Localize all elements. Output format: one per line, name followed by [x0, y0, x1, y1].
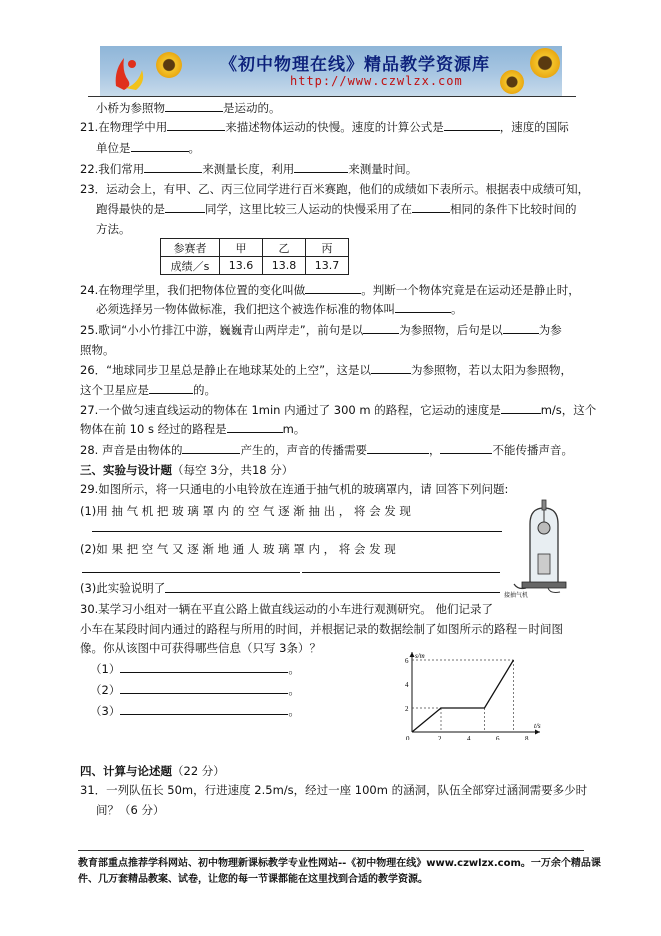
text: 来描述物体运动的快慢。速度的计算公式是	[225, 120, 444, 134]
question-21-cont	[96, 139, 200, 157]
text: 不能传播声音。	[492, 443, 573, 457]
y-tick-label: 2	[405, 705, 409, 713]
y-axis-label: s/m	[415, 652, 425, 660]
answer-blank[interactable]	[503, 321, 539, 334]
site-logo-icon	[110, 50, 148, 92]
text: 。	[451, 302, 463, 316]
answer-option-3	[90, 702, 300, 720]
section-4-heading	[80, 762, 225, 780]
question-25-cont: 照物。	[80, 343, 115, 357]
answer-blank[interactable]	[363, 321, 399, 334]
table-header-cell: 参赛者	[161, 239, 220, 257]
question-31: 31．一列队伍长 50m，行进速度 2.5m/s，经过一座 100m 的涵洞，队伍全部穿过涵洞需要多少时	[80, 783, 588, 797]
text: 28. 声音是由物体的	[80, 443, 183, 457]
table-header-cell: 丙	[306, 239, 349, 257]
x-tick-label: 6	[496, 735, 500, 740]
answer-line[interactable]	[165, 592, 500, 593]
text: 为参	[538, 323, 562, 337]
table-cell: 13.7	[306, 257, 349, 275]
answer-blank[interactable]	[294, 160, 348, 173]
x-tick-label: 4	[467, 735, 471, 740]
text: 相同的条件下比较时间的	[450, 202, 577, 216]
answer-blank[interactable]	[412, 200, 450, 213]
question-23: 23．运动会上，有甲、乙、丙三位同学进行百米赛跑，他们的成绩如下表所示。根据表中成绩可知，	[80, 182, 590, 196]
table-cell: 成绩／s	[161, 257, 220, 275]
section-score: （22 分）	[172, 764, 225, 778]
text: 单位是	[96, 141, 131, 155]
y-tick-label: 4	[405, 681, 409, 689]
question-22	[80, 160, 417, 178]
answer-blank[interactable]	[149, 381, 193, 394]
x-axis-label: t/s	[534, 722, 541, 730]
text: 跑得最快的是	[96, 202, 165, 216]
text: 22.我们常用	[80, 162, 145, 176]
answer-blank[interactable]	[371, 361, 411, 374]
answer-blank[interactable]	[165, 99, 223, 112]
answer-blank[interactable]	[501, 401, 541, 414]
question-25	[80, 321, 562, 339]
answer-line[interactable]	[82, 572, 300, 573]
text: 的。	[193, 383, 216, 397]
table-header-cell: 甲	[220, 239, 263, 257]
header-banner	[100, 46, 562, 96]
table-cell: 13.6	[220, 257, 263, 275]
table-cell: 13.8	[263, 257, 306, 275]
option-label: （1）	[90, 662, 121, 676]
section-3-heading	[80, 461, 293, 479]
race-results-table	[160, 238, 349, 275]
text: 25.歌词“小小竹排江中游，巍巍青山两岸走”，前句是以	[80, 323, 364, 337]
banner-title: 《初中物理在线》精品教学资源库	[220, 55, 490, 75]
option-label: （3）	[90, 704, 121, 718]
text: m。	[282, 422, 306, 436]
text: 来测量时间。	[348, 162, 418, 176]
text: 产生的，声音的传播需要	[240, 443, 367, 457]
question-29: 29.如图所示，将一只通电的小电铃放在连通于抽气机的玻璃罩内，请 回答下列问题:	[80, 482, 509, 496]
banner-url[interactable]: http://www.czwlzx.com	[290, 74, 463, 88]
question-27-cont	[80, 420, 305, 438]
question-26	[80, 361, 572, 379]
table-row	[161, 257, 349, 275]
question-29-2: (2)如 果 把 空 气 又 逐 渐 地 通 人 玻 璃 罩 内 ， 将 会 发 现	[80, 542, 396, 556]
x-tick-label: 0	[406, 735, 410, 740]
footer-line-2: 件、几万套精品教案、试卷，让您的每一节课都能在这里找到合适的教学资源。	[78, 874, 428, 885]
section-title: 三、实验与设计题	[80, 463, 172, 477]
question-29-3: (3)此实验说明了	[80, 581, 166, 595]
answer-option-2	[90, 681, 300, 699]
x-tick-label: 8	[525, 735, 529, 740]
footer-rule	[78, 850, 584, 851]
text: 为参照物，后句是以	[399, 323, 503, 337]
text: 这个卫星应是	[80, 383, 149, 397]
section-title: 四、计算与论述题	[80, 764, 172, 778]
text: ，	[428, 443, 441, 457]
apparatus-label: 接抽气机	[504, 592, 529, 599]
text: 是运动的。	[223, 101, 281, 115]
question-23-end: 方法。	[96, 222, 131, 236]
question-26-cont	[80, 381, 216, 399]
text: 。	[288, 683, 300, 697]
section-score: （每空 3分，共18 分）	[172, 463, 294, 477]
sunflower-icon	[156, 52, 182, 78]
text: 物体在前 10 s 经过的路程是	[80, 422, 227, 436]
table-header-cell: 乙	[263, 239, 306, 257]
text: 为参照物，若以太阳为参照物，	[411, 363, 573, 377]
text: 21.在物理学中用	[80, 120, 168, 134]
sunflower-icon	[500, 70, 524, 94]
question-24	[80, 281, 580, 299]
text: 小桥为参照物	[96, 101, 165, 115]
bell-jar-apparatus-icon	[508, 498, 572, 600]
answer-blank[interactable]	[395, 300, 451, 313]
question-31-cont: 间？（6 分）	[96, 803, 165, 817]
question-27	[80, 401, 596, 419]
answer-blank[interactable]	[144, 160, 202, 173]
question-30: 30.某学习小组对一辆在平直公路上做直线运动的小车进行观测研究。 他们记录了	[80, 602, 493, 616]
answer-line[interactable]	[302, 572, 500, 573]
answer-blank[interactable]	[440, 441, 492, 454]
text: 。	[288, 662, 300, 676]
x-axis-arrow-icon	[535, 730, 540, 735]
distance-time-chart	[398, 652, 550, 740]
footer-line-1: 教育部重点推荐学科网站、初中物理新课标教学专业性网站--《初中物理在线》www.czwlzx.com。一万余个精品课	[78, 858, 601, 869]
text: 。	[188, 141, 200, 155]
question-30-end: 像。你从该图中可获得哪些信息（只写 3条）？	[80, 641, 321, 655]
text: 。	[288, 704, 300, 718]
question-28	[80, 441, 573, 459]
answer-blank[interactable]	[165, 200, 205, 213]
text: 24.在物理学里，我们把物体位置的变化叫做	[80, 283, 306, 297]
answer-blank[interactable]	[367, 441, 429, 454]
question-29-1: (1)用 抽 气 机 把 玻 璃 罩 内 的 空 气 逐 渐 抽 出 ， 将 会 发 现	[80, 504, 411, 518]
x-tick-label: 2	[438, 735, 442, 740]
text: 26．“地球同步卫星总是静止在地球某处的上空”，这是以	[80, 363, 372, 377]
answer-blank[interactable]	[120, 681, 288, 694]
answer-line[interactable]	[92, 531, 502, 532]
text: 27.一个做匀速直线运动的物体在 1min 内通过了 300 m 的路程，它运动的速度是	[80, 403, 501, 417]
question-line	[96, 99, 281, 117]
answer-blank[interactable]	[227, 420, 283, 433]
y-tick-label: 6	[405, 657, 409, 665]
header-rule	[88, 96, 576, 97]
text: 必须选择另一物体做标准，我们把这个被选作标准的物体叫	[96, 302, 395, 316]
answer-option-1	[90, 660, 300, 678]
question-21	[80, 118, 569, 136]
answer-blank[interactable]	[182, 441, 240, 454]
question-24-cont	[96, 300, 463, 318]
sunflower-icon	[530, 48, 560, 78]
answer-blank[interactable]	[120, 702, 288, 715]
text: 。判断一个物体究竟是在运动还是静止时，	[361, 283, 580, 297]
text: 来测量长度，利用	[202, 162, 295, 176]
answer-blank[interactable]	[305, 281, 361, 294]
answer-blank[interactable]	[120, 660, 288, 673]
option-label: （2）	[90, 683, 121, 697]
table-header-row	[161, 239, 349, 257]
answer-blank[interactable]	[167, 118, 225, 131]
text: m/s，这个	[540, 403, 597, 417]
question-30-cont: 小车在某段时间内通过的路程与所用的时间，并根据记录的数据绘制了如图所示的路程－时间图	[80, 622, 563, 636]
answer-blank[interactable]	[444, 118, 500, 131]
question-23-cont	[96, 200, 577, 218]
answer-blank[interactable]	[131, 139, 189, 152]
text: 同学，这里比较三人运动的快慢采用了在	[205, 202, 412, 216]
text: ，速度的国际	[499, 120, 569, 134]
y-axis-arrow-icon	[410, 652, 415, 657]
series-line	[412, 660, 514, 732]
